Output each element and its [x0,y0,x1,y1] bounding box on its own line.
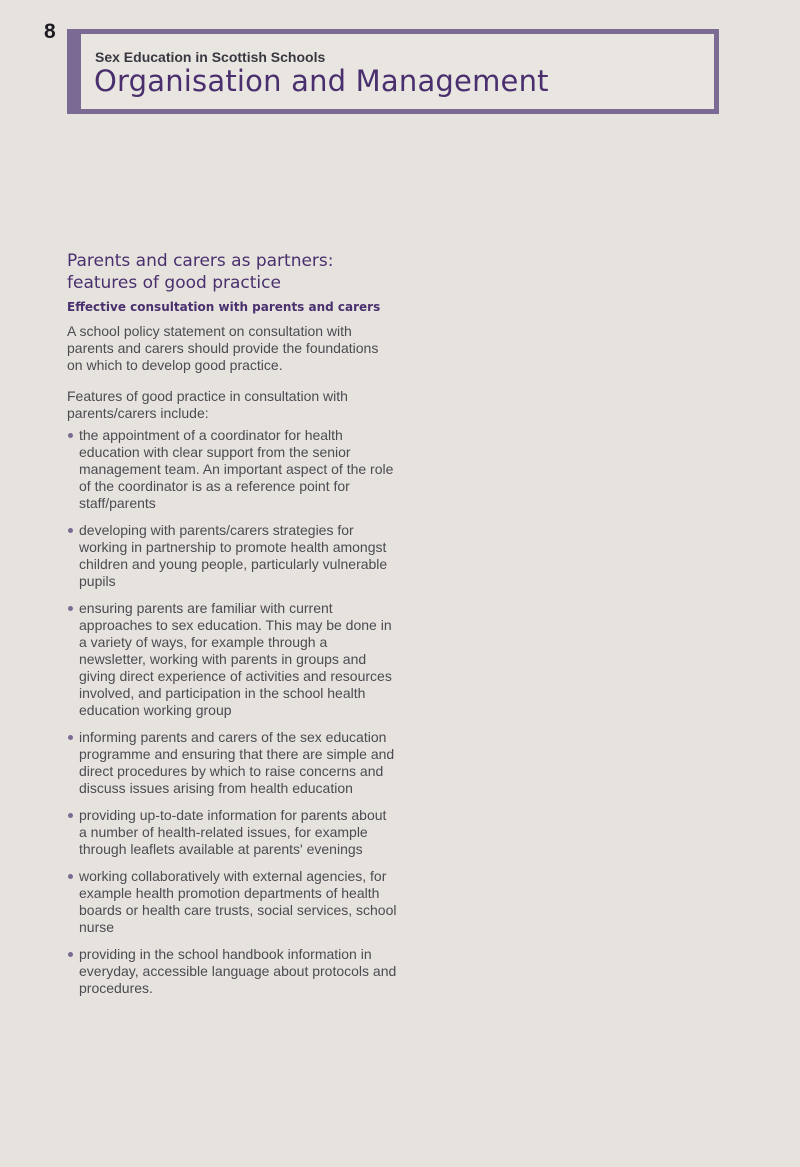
bullet-dot-icon [68,735,73,740]
list-item [67,427,397,512]
list-item-text: informing parents and carers of the sex education programme and ensuring that there are simple and direct procedures by which to raise concerns and discuss issues arising from health education [79,729,395,796]
header-banner [67,29,719,114]
list-item [67,522,397,590]
section-title-line-1: Parents and carers as partners: [67,251,334,271]
list-item-text: ensuring parents are familiar with current approaches to sex education. This may be done in a variety of ways, for example through a newsletter, working with parents in groups and giving direct experience of activities and resources involved, and participation in the school health education working group [79,600,392,718]
list-item [67,807,397,858]
list-item-text: the appointment of a coordinator for health education with clear support from the senior management team. An important aspect of the role of the coordinator is as a reference point for staff/parents [79,427,394,511]
list-item [67,600,397,719]
features-list [67,427,397,997]
bullet-dot-icon [68,433,73,438]
section-title [67,250,397,294]
features-intro-paragraph: Features of good practice in consultation with parents/carers include: [67,388,348,421]
main-content [67,250,397,1007]
list-item [67,868,397,936]
header-title: Organisation and Management [94,64,549,98]
list-item [67,729,397,797]
bullet-dot-icon [68,606,73,611]
header-inner-panel [81,34,714,109]
bullet-dot-icon [68,813,73,818]
bullet-dot-icon [68,952,73,957]
list-item-text: providing up-to-date information for parents about a number of health-related issues, for example through leaflets available at parents' evenings [79,807,387,857]
header-subtitle: Sex Education in Scottish Schools [95,49,326,65]
section-title-line-2: features of good practice [67,273,281,293]
list-item-text: developing with parents/carers strategies for working in partnership to promote health amongst children and young people, particularly vulnerable pupils [79,522,388,589]
list-item-text: working collaboratively with external agencies, for example health promotion departments of health boards or health care trusts, social services, school nurse [79,868,397,935]
bullet-dot-icon [68,528,73,533]
bullet-dot-icon [68,874,73,879]
section-subheading: Effective consultation with parents and carers [67,300,381,314]
page-number: 8 [44,20,56,43]
list-item [67,946,397,997]
intro-paragraph: A school policy statement on consultation with parents and carers should provide the foundations on which to develop good practice. [67,323,379,373]
list-item-text: providing in the school handbook information in everyday, accessible language about protocols and procedures. [79,946,397,996]
